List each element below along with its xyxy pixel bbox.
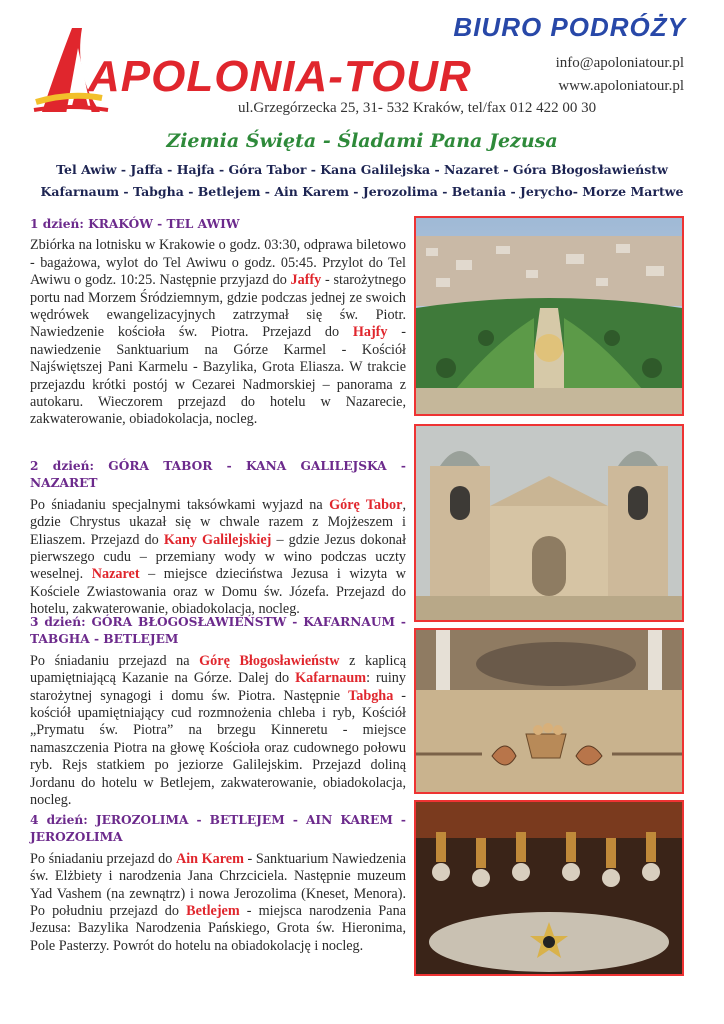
route-line-1: Tel Awiw - Jaffa - Hajfa - Góra Tabor - Kana Galilejska - Nazaret - Góra Błogosławieństw [56,162,668,177]
place-gora-tabor: Górę Tabor [329,496,403,513]
address: ul.Grzegórzecka 25, 31- 532 Kraków, tel/fax 012 422 00 30 [238,100,597,116]
day-3-heading: 3 dzień: GÓRA BŁOGOSŁAWIEŃSTW - KAFARNAUM - TABGHA - BETLEJEM [30,615,406,647]
photo-haifa-gardens [414,216,684,416]
page-title: Ziemia Święta - Śladami Pana Jezusa [166,130,558,152]
day-3-section [30,614,406,809]
place-tabgha: Tabgha [348,687,394,704]
day-1-heading: 1 dzień: KRAKÓW - TEL AWIW [30,217,240,231]
day-1-section [30,216,406,429]
email-link[interactable]: info@apoloniatour.pl [555,55,684,71]
day-1-text: Zbiórka na lotnisku w Krakowie o godz. 03:30, odprawa biletowo - bagażowa, wylot do Tel Awiwu o godz. 05:45. Przylot do Tel Awiwu o godz. 10:25. Następnie przyjazd do Jaffy - starożytnego portu nad Morzem Śródziemnym, gdzie podczas jednej ze swoich wędrówek ewangelizacyjnych zatrzymał się św. Piotr. Nawiedzenie kościoła św. Piotra. Przejazd do Hajfy - nawiedzenie Sanktuarium na Górze Karmel - Kościół Najświętszej Pani Karmelu - Bazylika, Grota Eliasza. W trakcie przejazdu krótki postój w Cezarei Nadmorskiej – panorama z autokaru. Wieczorem przejazd do hotelu w Nazarecie, zakwaterowanie, obiadokolacja, nocleg. [30,237,406,428]
day-2-heading: 2 dzień: GÓRA TABOR - KANA GALILEJSKA - NAZARET [30,459,406,491]
photo-kana-church [414,424,684,622]
place-kana: Kany Galilejskiej [163,531,272,548]
place-hajfa: Hajfy [352,324,388,341]
brand-name: APOLONIA-TOUR [88,52,472,101]
place-gora-blogoslawienstw: Górę Błogosławieństw [199,652,340,669]
website-link[interactable]: www.apoloniatour.pl [558,78,684,94]
place-ain-karem: Ain Karem [175,850,244,867]
day-2-section [30,458,406,619]
day-4-text: Po śniadaniu przejazd do Ain Karem - Sanktuarium Nawiedzenia św. Elżbiety i narodzenia Jana Chrzciciela. Następnie muzeum Yad Vashem (na zewnątrz) i nowa Jerozolima (Kneset, Menora). Po południu przejazd do Betlejem - miejsca narodzenia Pana Jezusa: Bazylika Narodzenia Pańskiego, Grota św. Hieronima, Pole Pasterzy. Powrót do hotelu na obiadokolację i nocleg. [30,850,406,954]
photo-grotto-nativity [414,800,684,976]
route-line-2: Kafarnaum - Tabgha - Betlejem - Ain Karem - Jerozolima - Betania - Jerycho- Morze Martwe [40,184,684,199]
place-jaffa: Jaffy [290,272,322,289]
place-nazaret: Nazaret [91,566,140,583]
day-2-text: Po śniadaniu specjalnymi taksówkami wyjazd na Górę Tabor, gdzie Chrystus ukazał się w chwale razem z Mojżeszem i Eliaszem. Przejazd do Kany Galilejskiej – gdzie Jezus dokonał pierwszego cudu – przemiany wody w wino podczas uczty weselnej. Nazaret – miejsce dzieciństwa Jezusa i wizyta w Kościele Zwiastowania oraz w Domu św. Józefa. Przejazd do hotelu, zakwaterowanie, obiadokolacja, nocleg. [30,496,407,618]
photo-tabgha-mosaic [414,628,684,794]
place-kafarnaum: Kafarnaum [295,670,367,687]
place-betlejem: Betlejem [186,903,240,920]
day-4-heading: 4 dzień: JEROZOLIMA - BETLEJEM - AIN KAREM - JEROZOLIMA [30,813,406,845]
day-4-section [30,812,406,955]
day-3-text: Po śniadaniu przejazd na Górę Błogosławieństw z kaplicą upamiętniającą Kazanie na Górze. Dalej do Kafarnaum: ruiny starożytnej synagogi i domu św. Piotra. Następnie Tabgha - kościół upamiętniający cud rozmnożenia chleba i ryb, Kościół „Prymatu św. Piotra” na brzegu Kinneretu - miejsce namaszczenia Piotra na głowę Kościoła oraz cudownego połowu ryb. Rejs statkiem po jeziorze Galilejskim. Przejazd doliną Jordanu do hotelu w Betlejem, zakwaterowanie, obiadokolacja, nocleg. [30,652,406,809]
agency-label: BIURO PODRÓŻY [453,12,686,42]
